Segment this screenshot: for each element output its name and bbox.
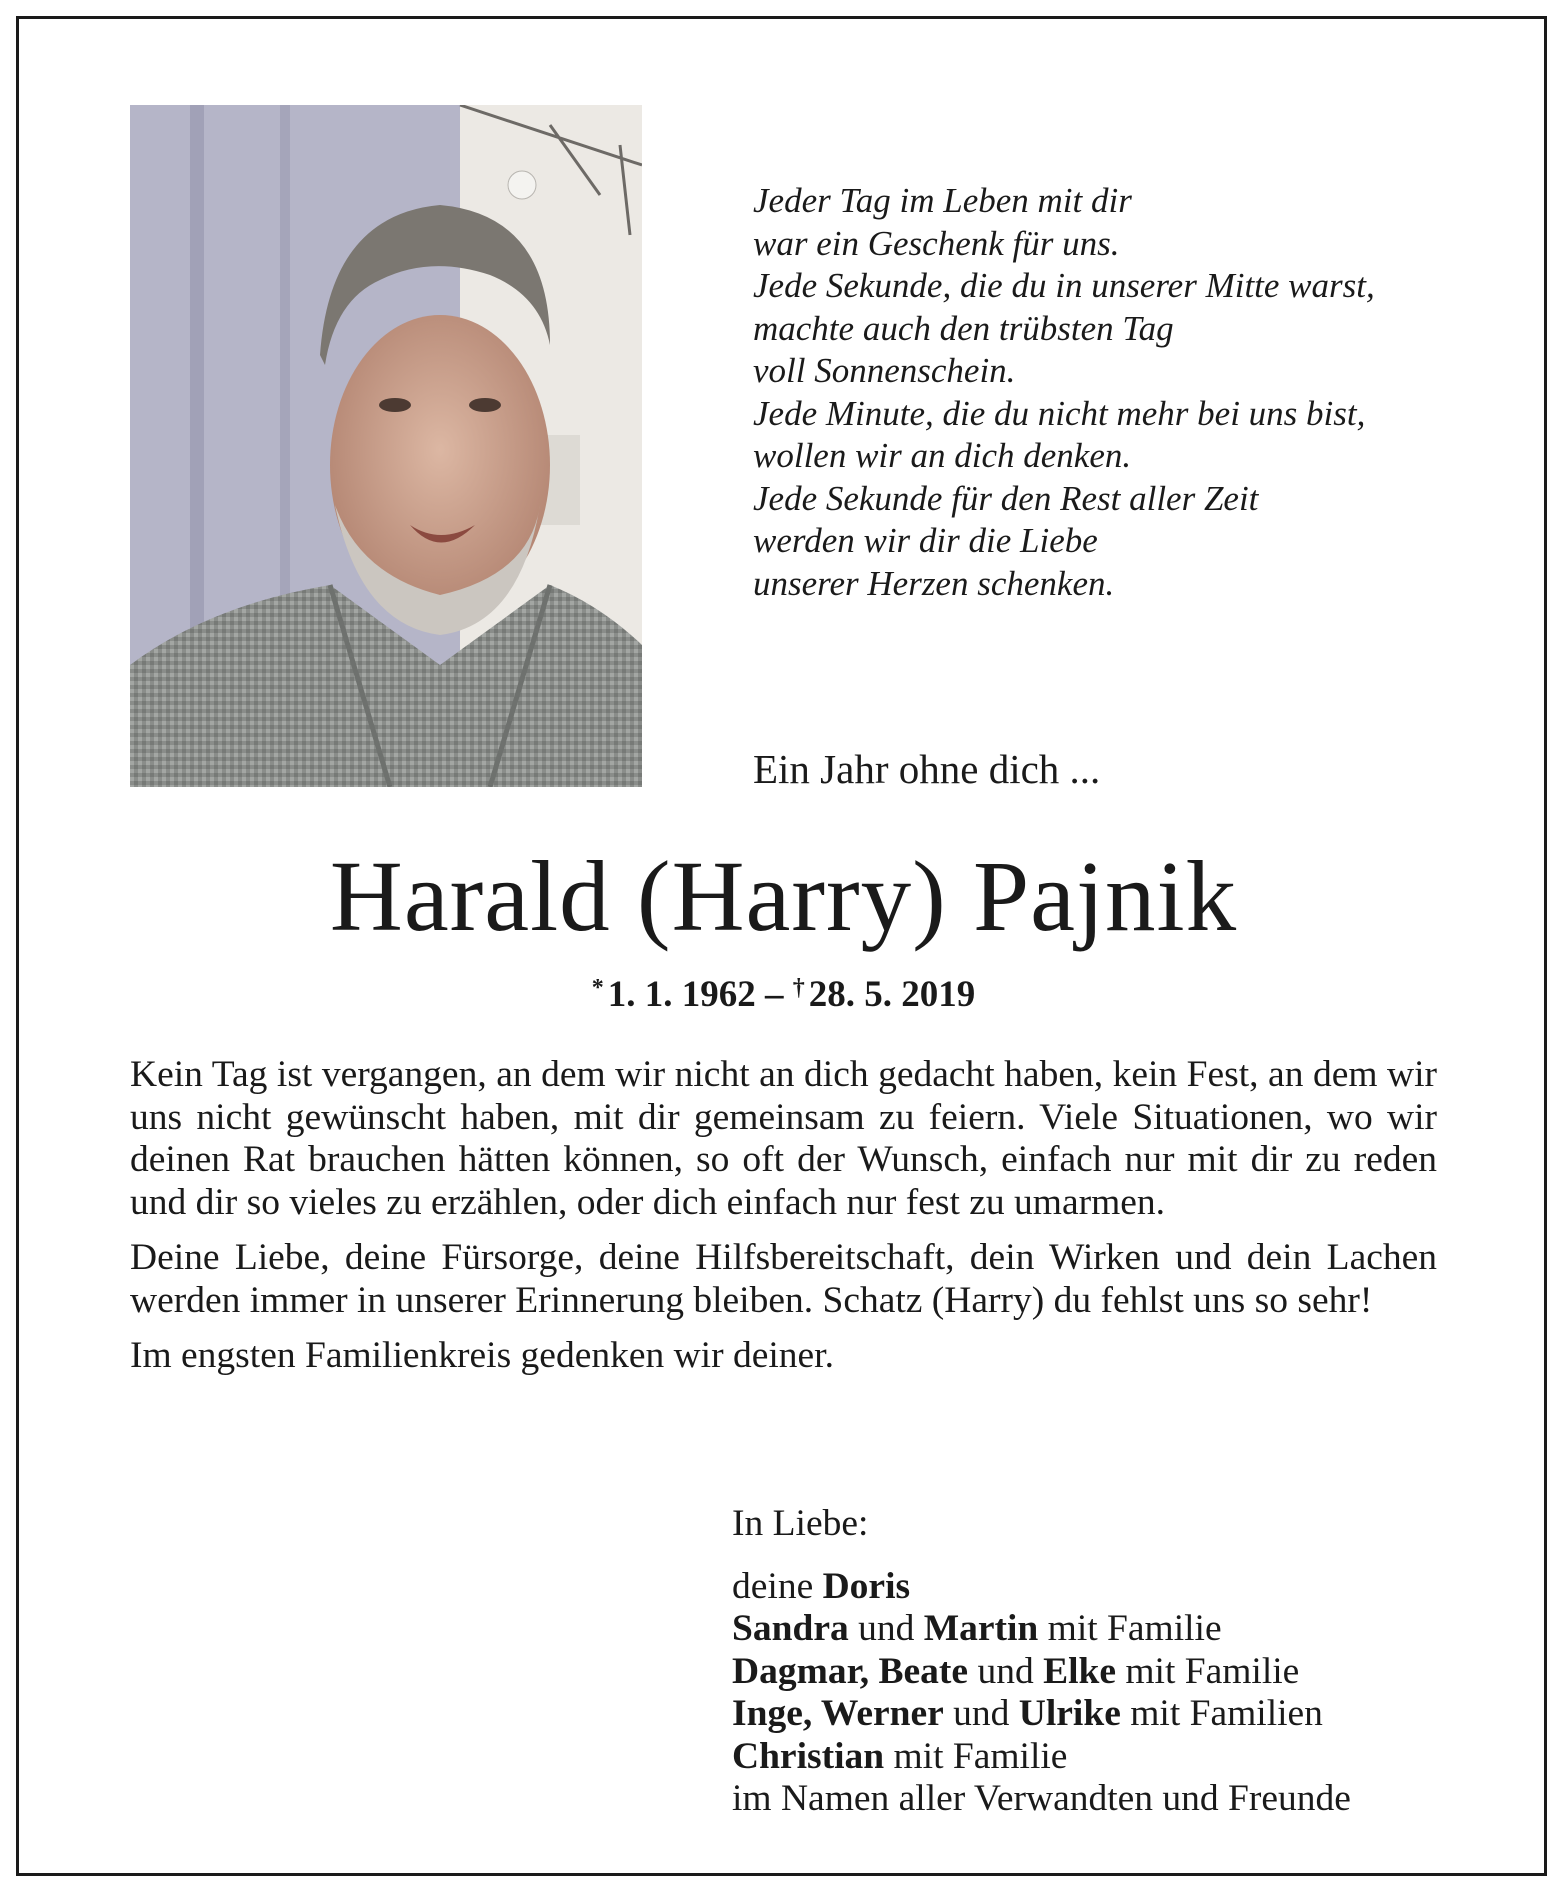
deceased-name: Harald (Harry) Pajnik (329, 840, 1238, 952)
memorial-poem (753, 180, 1453, 605)
signoff-name: Ulrike (1018, 1693, 1121, 1734)
life-dates (130, 973, 1437, 1016)
poem-line: unserer Herzen schenken. (753, 563, 1115, 603)
death-symbol: † (792, 975, 805, 1001)
poem-line: machte auch den trübsten Tag (753, 308, 1174, 348)
poem-line: voll Sonnenschein. (753, 351, 1016, 390)
signoff-text: im Namen aller Verwandten und Freunde (732, 1778, 1351, 1819)
signoff-text: mit Familie (1038, 1608, 1222, 1649)
memorial-text (130, 1054, 1437, 1391)
signoff-name: Inge, Werner (732, 1693, 944, 1734)
birth-date: 1. 1. 1962 (607, 974, 756, 1015)
poem-line: Jede Minute, die du nicht mehr bei uns bist, (753, 393, 1366, 433)
signoff-row (732, 1651, 1351, 1694)
signoff-row (732, 1566, 1351, 1609)
poem-line: wollen wir an dich denken. (753, 436, 1132, 475)
signoff-text: mit Familie (1116, 1650, 1300, 1692)
birth-symbol: * (591, 975, 604, 1001)
poem-line: Jede Sekunde, die du in unserer Mitte warst, (753, 266, 1375, 305)
poem-line: Jeder Tag im Leben mit dir (753, 181, 1132, 220)
poem-line: war ein Geschenk für uns. (753, 223, 1120, 263)
poem-line: Jede Sekunde für den Rest aller Zeit (753, 478, 1259, 518)
signoff-text: mit Familie (884, 1735, 1068, 1777)
portrait-image (130, 105, 642, 787)
text-paragraph: Im engsten Familienkreis gedenken wir deiner. (130, 1335, 834, 1376)
portrait-photo (130, 105, 642, 787)
signoff-text: und (968, 1650, 1044, 1692)
signoff-row (732, 1736, 1351, 1779)
family-signoff (732, 1503, 1351, 1821)
signoff-name: Elke (1043, 1650, 1116, 1692)
death-date: 28. 5. 2019 (808, 974, 976, 1015)
signoff-text: und (943, 1693, 1019, 1734)
poem-line: werden wir dir die Liebe (753, 521, 1098, 560)
text-paragraph: Deine Liebe, deine Fürsorge, deine Hilfsbereitschaft, dein Wirken und dein Lachen werden immer in unserer Erinnerung bleiben. Schatz (Harry) du fehlst uns so sehr! (130, 1237, 1437, 1321)
signoff-row (732, 1693, 1351, 1736)
date-separator: – (765, 974, 784, 1015)
signoff-name: Sandra (732, 1608, 849, 1649)
intro-line: Ein Jahr ohne dich ... (753, 746, 1101, 792)
signoff-row (732, 1608, 1351, 1651)
signoff-row (732, 1778, 1351, 1821)
signoff-text: und (848, 1608, 924, 1649)
signoff-name: Dagmar, Beate (732, 1650, 969, 1692)
signoff-name: Christian (732, 1735, 885, 1777)
signoff-name: Martin (923, 1608, 1039, 1649)
signoff-label: In Liebe: (732, 1503, 869, 1544)
text-paragraph: Kein Tag ist vergangen, an dem wir nicht an dich gedacht haben, kein Fest, an dem wir uns nicht gewünscht haben, mit dir gemeinsam zu feiern. Viele Situationen, wo wir deinen Rat brauchen hätten können, so oft der Wunsch, einfach nur mit dir zu reden und dir so vieles zu erzählen, oder dich einfach nur fest zu umarmen. (130, 1054, 1437, 1223)
signoff-text: mit Familien (1120, 1693, 1323, 1734)
signoff-name: Doris (822, 1565, 911, 1607)
signoff-text: deine (732, 1565, 823, 1607)
